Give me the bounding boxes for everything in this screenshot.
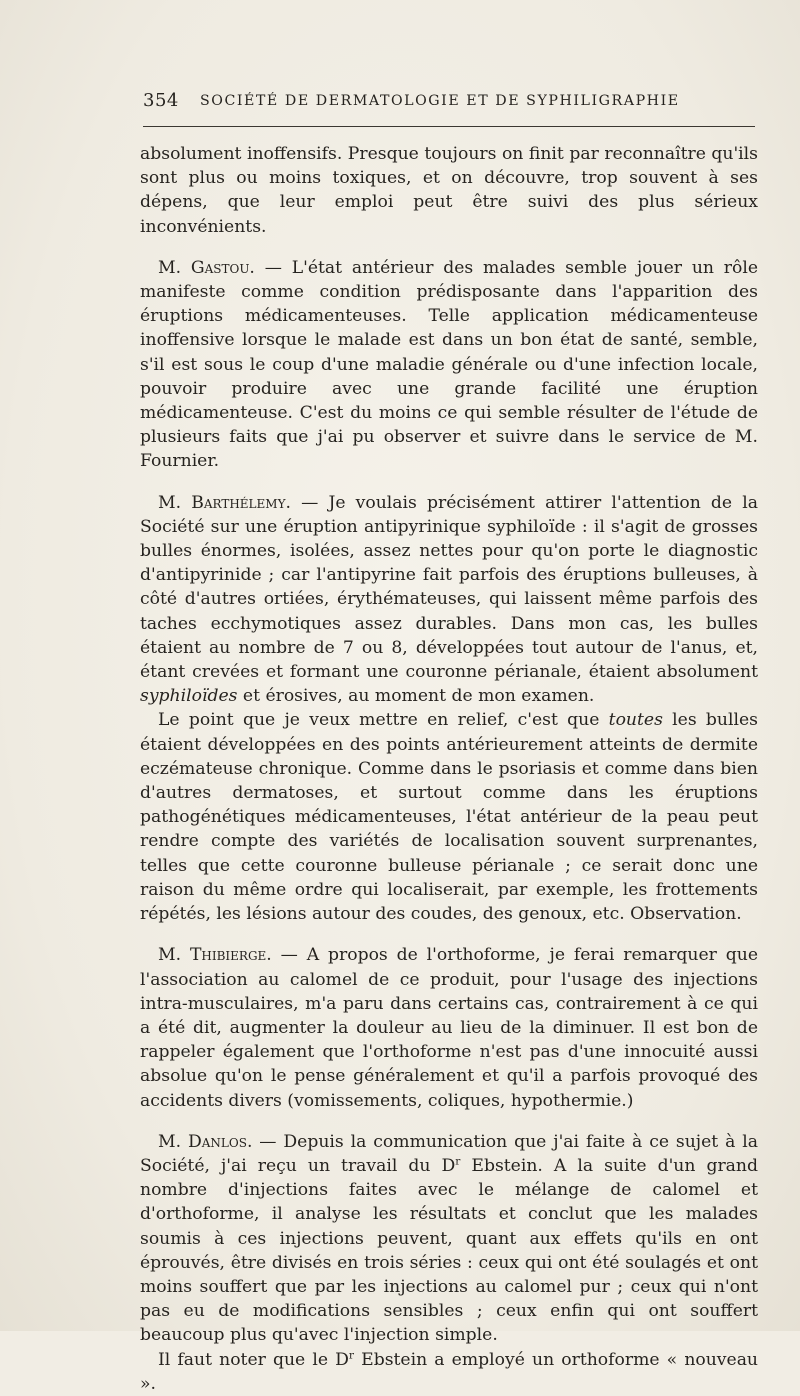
paragraph-barthelemy-continued	[140, 708, 758, 926]
paragraph-danlos	[140, 1130, 758, 1348]
paragraph-text: Ebstein. A la suite d'un grand nombre d'injections faites avec le mélange de calomel et d'orthoforme, il analyse les résultats et conclut que les malades soumis à ces injections peuvent, quant aux effets qu'ils en ont éprouvés, être divisés en trois séries : ceux qui ont été soulagés et ont moins souffert que par les injections au calomel pur ; ceux qui n'ont pas eu de modifications sensibles ; ceux enfin qui ont souffert beaucoup plus qu'avec l'injection simple.	[140, 1155, 758, 1346]
superscript: r	[348, 1347, 355, 1361]
paragraph-continuation	[140, 142, 758, 239]
paragraph-danlos-continued	[140, 1348, 758, 1396]
paragraph-text: — Je voulais précisément attirer l'attention de la Société sur une éruption antipyrinique syphiloïde : il s'agit de grosses bulles énormes, isolées, assez nettes pour qu'on porte le diagnostic d'antipyrinide ; car l'antipyrine fait parfois des éruptions bulleuses, à côté d'autres ortiées, érythémateuses, qui laissent même parfois des taches ecchymotiques assez durables. Dans mon cas, les bulles étaient au nombre de 7 ou 8, développées tout autour de l'anus, et, étant crevées et formant une couronne périanale, étaient absolument	[140, 492, 758, 683]
paragraph-text: — Depuis la communication que j'ai faite à ce sujet à la Société, j'ai reçu un travail du D	[140, 1131, 758, 1176]
paragraph-gastou	[140, 256, 758, 474]
paragraph-text: Il faut noter que le D	[158, 1349, 349, 1370]
paragraph-barthelemy	[140, 491, 758, 709]
running-title: SOCIÉTÉ DE DERMATOLOGIE ET DE SYPHILIGRAPHIE	[200, 93, 680, 109]
header-rule	[143, 126, 755, 127]
paragraph-text: — A propos de l'orthoforme, je ferai remarquer que l'association au calomel de ce produit, pour l'usage des injections intra-musculaires, m'a paru dans certains cas, contrairement à ce qui a été dit, augmenter la douleur au lieu de la diminuer. Il est bon de rappeler également que l'orthoforme n'est pas d'une innocuité aussi absolue qu'on le pense généralement et qu'il a parfois provoqué des accidents divers (vomissements, coliques, hypothermie.)	[140, 945, 759, 1111]
emphasis-text: toutes	[608, 710, 663, 731]
paragraph-thibierge	[140, 943, 758, 1112]
text-body	[140, 142, 758, 1396]
speaker-name: M. Danlos.	[158, 1131, 253, 1152]
emphasis-text: syphiloïdes	[140, 686, 238, 707]
superscript: r	[455, 1154, 461, 1168]
paragraph-text: Le point que je veux mettre en relief, c'est que	[158, 710, 609, 731]
paragraph-text: et érosives, au moment de mon examen.	[237, 686, 595, 707]
speaker-name: M. Gastou.	[158, 257, 255, 278]
paragraph-text: absolument inoffensifs. Presque toujours on finit par reconnaître qu'ils sont plus ou moins toxiques, et on découvre, trop souvent à ses dépens, que leur emploi peut être suivi des plus sérieux inconvénients.	[140, 144, 758, 237]
paragraph-text: Ebstein a employé un orthoforme « nouveau ».	[140, 1349, 759, 1394]
page-header	[143, 90, 758, 120]
speaker-name: M. Thibierge.	[158, 945, 272, 966]
paragraph-text: — L'état antérieur des malades semble jouer un rôle manifeste comme condition prédisposante dans l'apparition des éruptions médicamenteuses. Telle application médicamenteuse inoffensive lorsque le malade est dans un bon état de santé, semble, s'il est sous le coup d'une maladie générale ou d'une infection locale, pouvoir produire avec une grande facilité une éruption médicamenteuse. C'est du moins ce qui semble résulter de l'étude de plusieurs faits que j'ai pu observer et suivre dans le service de M. Fournier.	[140, 257, 758, 472]
page-number: 354	[143, 90, 179, 111]
paragraph-text: les bulles étaient développées en des points antérieurement atteints de dermite eczémateuse chronique. Comme dans le psoriasis et comme dans bien d'autres dermatoses, et surtout comme dans les éruptions pathogénétiques médicamenteuses, l'état antérieur de la peau peut rendre compte des variétés de localisation souvent surprenantes, telles que cette couronne bulleuse périanale ; ce serait donc une raison du même ordre qui localiserait, par exemple, les frottements répétés, les lésions autour des coudes, des genoux, etc. Observation.	[140, 710, 758, 925]
speaker-name: M. Barthélemy.	[158, 492, 291, 513]
